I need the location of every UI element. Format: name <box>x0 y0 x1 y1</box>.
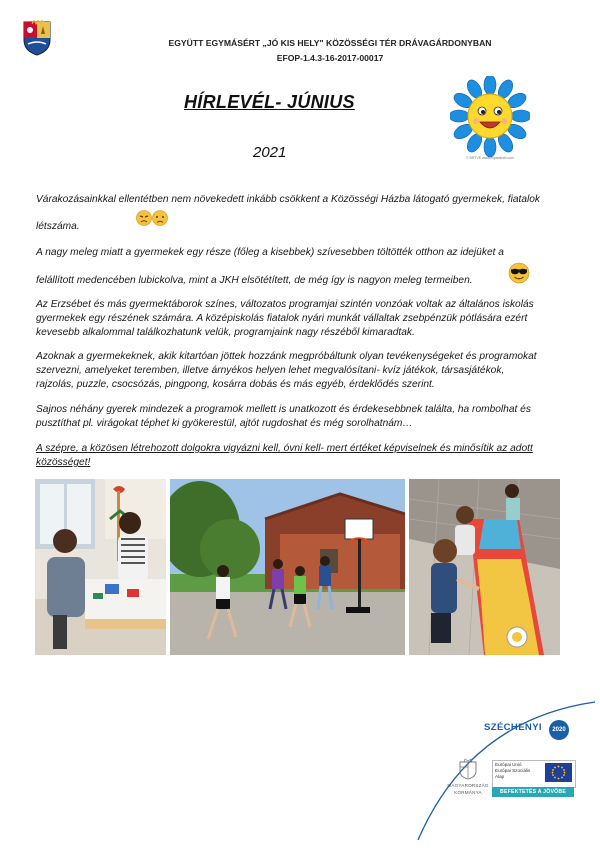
paragraph-line: rajzolás, puzzle, csocsózás, pingpong, kosárra dobás és más egyéb, érdeklődés szerint. <box>36 379 435 390</box>
eu-text-2: Európai Szociális <box>495 768 531 773</box>
eu-text-3: Alap <box>495 774 505 779</box>
newsletter-year: 2021 <box>253 144 287 161</box>
government-text-1: MAGYARORSZÁG <box>447 783 489 788</box>
crest-icon <box>22 20 52 56</box>
szechenyi-logo-text: SZÉCHENYI <box>484 722 542 733</box>
photo-kids-indoor-table <box>35 479 166 655</box>
paragraph-line: A nagy meleg miatt a gyermekek egy része (főleg a kisebbek) szívesebben töltötték otthon az idejüket a <box>36 247 504 258</box>
sad-face-icon <box>136 209 170 227</box>
sun-clipart-icon <box>450 76 530 162</box>
paragraph-line: felállított medencében lubickolva, mint a JKH elsötétített, de még így is nagyon meleg termeiben. <box>36 275 473 286</box>
photo-kids-drawing-benches <box>409 479 560 655</box>
paragraph-line: Várakozásainkkal ellentétben nem növekedett inkább csökkent a Közösségi Házba látogató gyermekek, fiatalok <box>36 194 541 205</box>
paragraph-line: kevesebb alkalommal találkozhatunk velük, programjaink nagy részéből kimaradtak. <box>36 327 415 338</box>
paragraph-line: létszáma. <box>36 221 80 232</box>
paragraph-line: szervezni, amelyeket teremben, illetve árnyékos helyen lehet megvalósítani- kvíz játékok, társasjátékok, <box>36 365 505 376</box>
paragraph-line: Sajnos néhány gyerek mindezek a programok mellett is unatkozott és érdekesebbnek találta, ha rombolhat és <box>36 404 531 415</box>
newsletter-title: HÍRLEVÉL- JÚNIUS <box>184 92 355 112</box>
paragraph-line: Az Erzsébet és más gyermektáborok színes, változatos programjai szintén vonzóak voltak az általános iskolás <box>36 299 534 310</box>
closing-statement: A szépre, a közösen létrehozott dolgokra vigyázni kell, óvni kell- mert értéket képviselnek és minősítik az adott <box>36 443 533 454</box>
project-code: EFOP-1.4.3-16-2017-00017 <box>276 53 384 63</box>
sun-caption: © BRTVE www.clipartsnet.com <box>465 156 515 160</box>
government-text-2: KORMÁNYA <box>454 790 482 795</box>
closing-statement: közösséget! <box>36 457 91 468</box>
sunglasses-face-icon <box>508 262 530 284</box>
paragraph-line: gyermekek egy részének számára. A középiskolás fiatalok nyári munkát vállaltak zsebpénzük pótlására ezért <box>36 313 528 324</box>
eu-flag-icon <box>545 763 572 782</box>
organization-header: EGYÜTT EGYMÁSÉRT „JÓ KIS HELY" KÖZÖSSÉGI TÉR DRÁVAGÁRDONYBAN <box>168 38 492 48</box>
paragraph-line: pusztíthat pl. virágokat téphet ki gyökerestül, ajtót rugdoshat és még sorolhatnám… <box>36 418 413 429</box>
paragraph-line: Azoknak a gyermekeknek, akik kitartóan jöttek hozzánk megpróbáltunk olyan tevékenységeket és programokat <box>36 351 537 362</box>
hungary-coat-icon <box>459 758 477 780</box>
invest-banner: BEFEKTETÉS A JÖVŐBE <box>492 787 574 797</box>
szechenyi-2020-badge: 2020 <box>549 720 569 740</box>
photo-kids-basketball <box>170 479 405 655</box>
eu-text <box>495 762 530 780</box>
eu-text-1: Európai Unió <box>495 762 522 767</box>
